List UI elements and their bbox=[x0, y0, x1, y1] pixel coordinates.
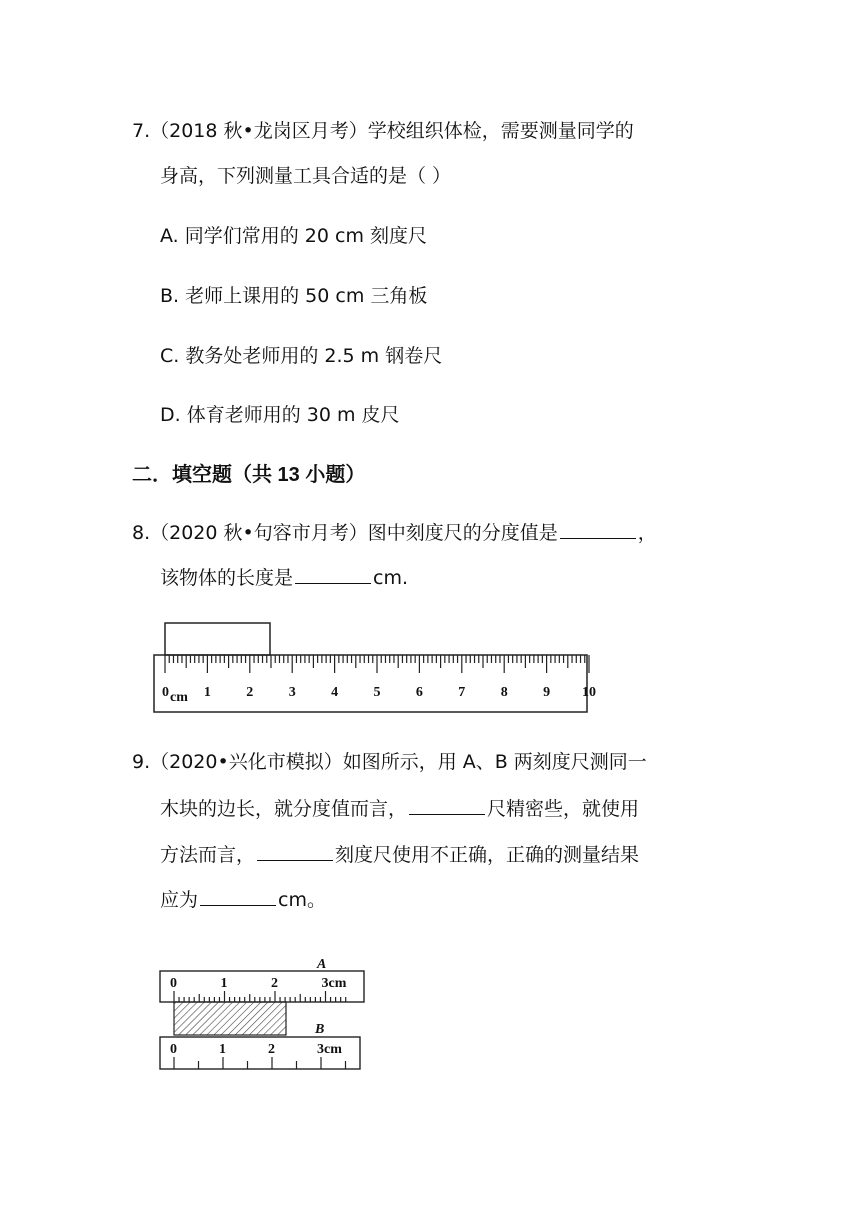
q8-ruler-label: 10 bbox=[582, 685, 596, 700]
q9-line-3-end: 刻度尺使用不正确，正确的测量结果 bbox=[335, 844, 640, 866]
q9-line-4-text: 应为 bbox=[160, 889, 199, 911]
q8-line-2 bbox=[160, 563, 408, 590]
q8-ruler-label: 3 bbox=[288, 685, 296, 700]
q8-ruler-body bbox=[154, 655, 587, 712]
q9-ruler-a-ticks bbox=[174, 991, 346, 1002]
q8-ruler-label: 0 bbox=[162, 685, 169, 700]
q8-ruler-labels bbox=[162, 685, 596, 700]
q8-ruler-label: 9 bbox=[543, 685, 551, 700]
q9-line-3-text: 方法而言， bbox=[160, 844, 256, 866]
q9-ruler-b-label: 3cm bbox=[317, 1042, 342, 1057]
q8-ruler-label: 5 bbox=[373, 685, 381, 700]
q9-ruler-a-label: 2 bbox=[271, 976, 278, 991]
q8-ruler-ticks bbox=[165, 655, 589, 673]
q8-ruler-figure bbox=[150, 618, 596, 718]
q9-wood-block bbox=[174, 1002, 286, 1035]
q9-ruler-a-label: 0 bbox=[170, 976, 177, 991]
q9-ruler-b-labels bbox=[170, 1042, 342, 1057]
q9-blank-2[interactable] bbox=[257, 840, 333, 861]
q9-line-2 bbox=[160, 794, 639, 821]
q8-line-1-end: ， bbox=[637, 522, 657, 544]
q8-ruler-label: 2 bbox=[246, 685, 254, 700]
q8-object-block bbox=[165, 623, 270, 655]
q9-line-2-text: 木块的边长，就分度值而言， bbox=[160, 798, 408, 820]
q8-line-1 bbox=[132, 518, 657, 545]
q9-ruler-a-labels bbox=[170, 976, 347, 991]
q8-ruler-label: 6 bbox=[415, 685, 423, 700]
q9-ruler-a-label: 1 bbox=[220, 976, 228, 991]
q8-ruler-label: 7 bbox=[458, 685, 466, 700]
q9-line-2-end: 尺精密些，就使用 bbox=[487, 798, 640, 820]
q8-line-1-text: 8.（2020 秋•句容市月考）图中刻度尺的分度值是 bbox=[132, 522, 558, 544]
section-heading: 二．填空题（共 13 小题） bbox=[132, 464, 366, 486]
q9-ruler-figure bbox=[155, 952, 375, 1077]
q8-ruler-label: 8 bbox=[500, 685, 508, 700]
q9-ruler-a-label: 3cm bbox=[321, 976, 347, 991]
q9-line-4 bbox=[160, 885, 326, 912]
q9-line-1: 9.（2020•兴化市模拟）如图所示，用 A、B 两刻度尺测同一 bbox=[132, 751, 647, 773]
q9-ruler-b-label: 2 bbox=[268, 1042, 275, 1057]
q8-line-2-text: 该物体的长度是 bbox=[160, 567, 294, 589]
q9-ruler-b-name: B bbox=[315, 1022, 325, 1037]
q7-option-d: D. 体育老师用的 30 m 皮尺 bbox=[160, 404, 400, 426]
q9-blank-1[interactable] bbox=[409, 794, 485, 815]
q8-ruler-unit: cm bbox=[170, 690, 188, 705]
q8-ruler-label: 1 bbox=[203, 685, 211, 700]
q9-blank-3[interactable] bbox=[200, 885, 276, 906]
q9-ruler-b-ticks bbox=[174, 1057, 346, 1069]
q7-line-2: 身高，下列测量工具合适的是（ ） bbox=[160, 165, 452, 187]
q8-ruler-label: 4 bbox=[331, 685, 339, 700]
q8-line-2-unit: cm. bbox=[373, 567, 409, 589]
q7-option-a: A. 同学们常用的 20 cm 刻度尺 bbox=[160, 225, 427, 247]
q9-line-3 bbox=[160, 840, 639, 867]
q7-option-b: B. 老师上课用的 50 cm 三角板 bbox=[160, 285, 428, 307]
q9-line-4-unit: cm。 bbox=[278, 889, 326, 911]
q8-blank-1[interactable] bbox=[560, 518, 636, 539]
q7-option-c: C. 教务处老师用的 2.5 m 钢卷尺 bbox=[160, 345, 443, 367]
q8-blank-2[interactable] bbox=[295, 563, 371, 584]
q9-ruler-b-label: 1 bbox=[219, 1042, 226, 1057]
q9-ruler-b-label: 0 bbox=[170, 1042, 177, 1057]
q7-line-1: 7.（2018 秋•龙岗区月考）学校组织体检，需要测量同学的 bbox=[132, 120, 634, 142]
q9-ruler-a-name: A bbox=[317, 957, 327, 972]
